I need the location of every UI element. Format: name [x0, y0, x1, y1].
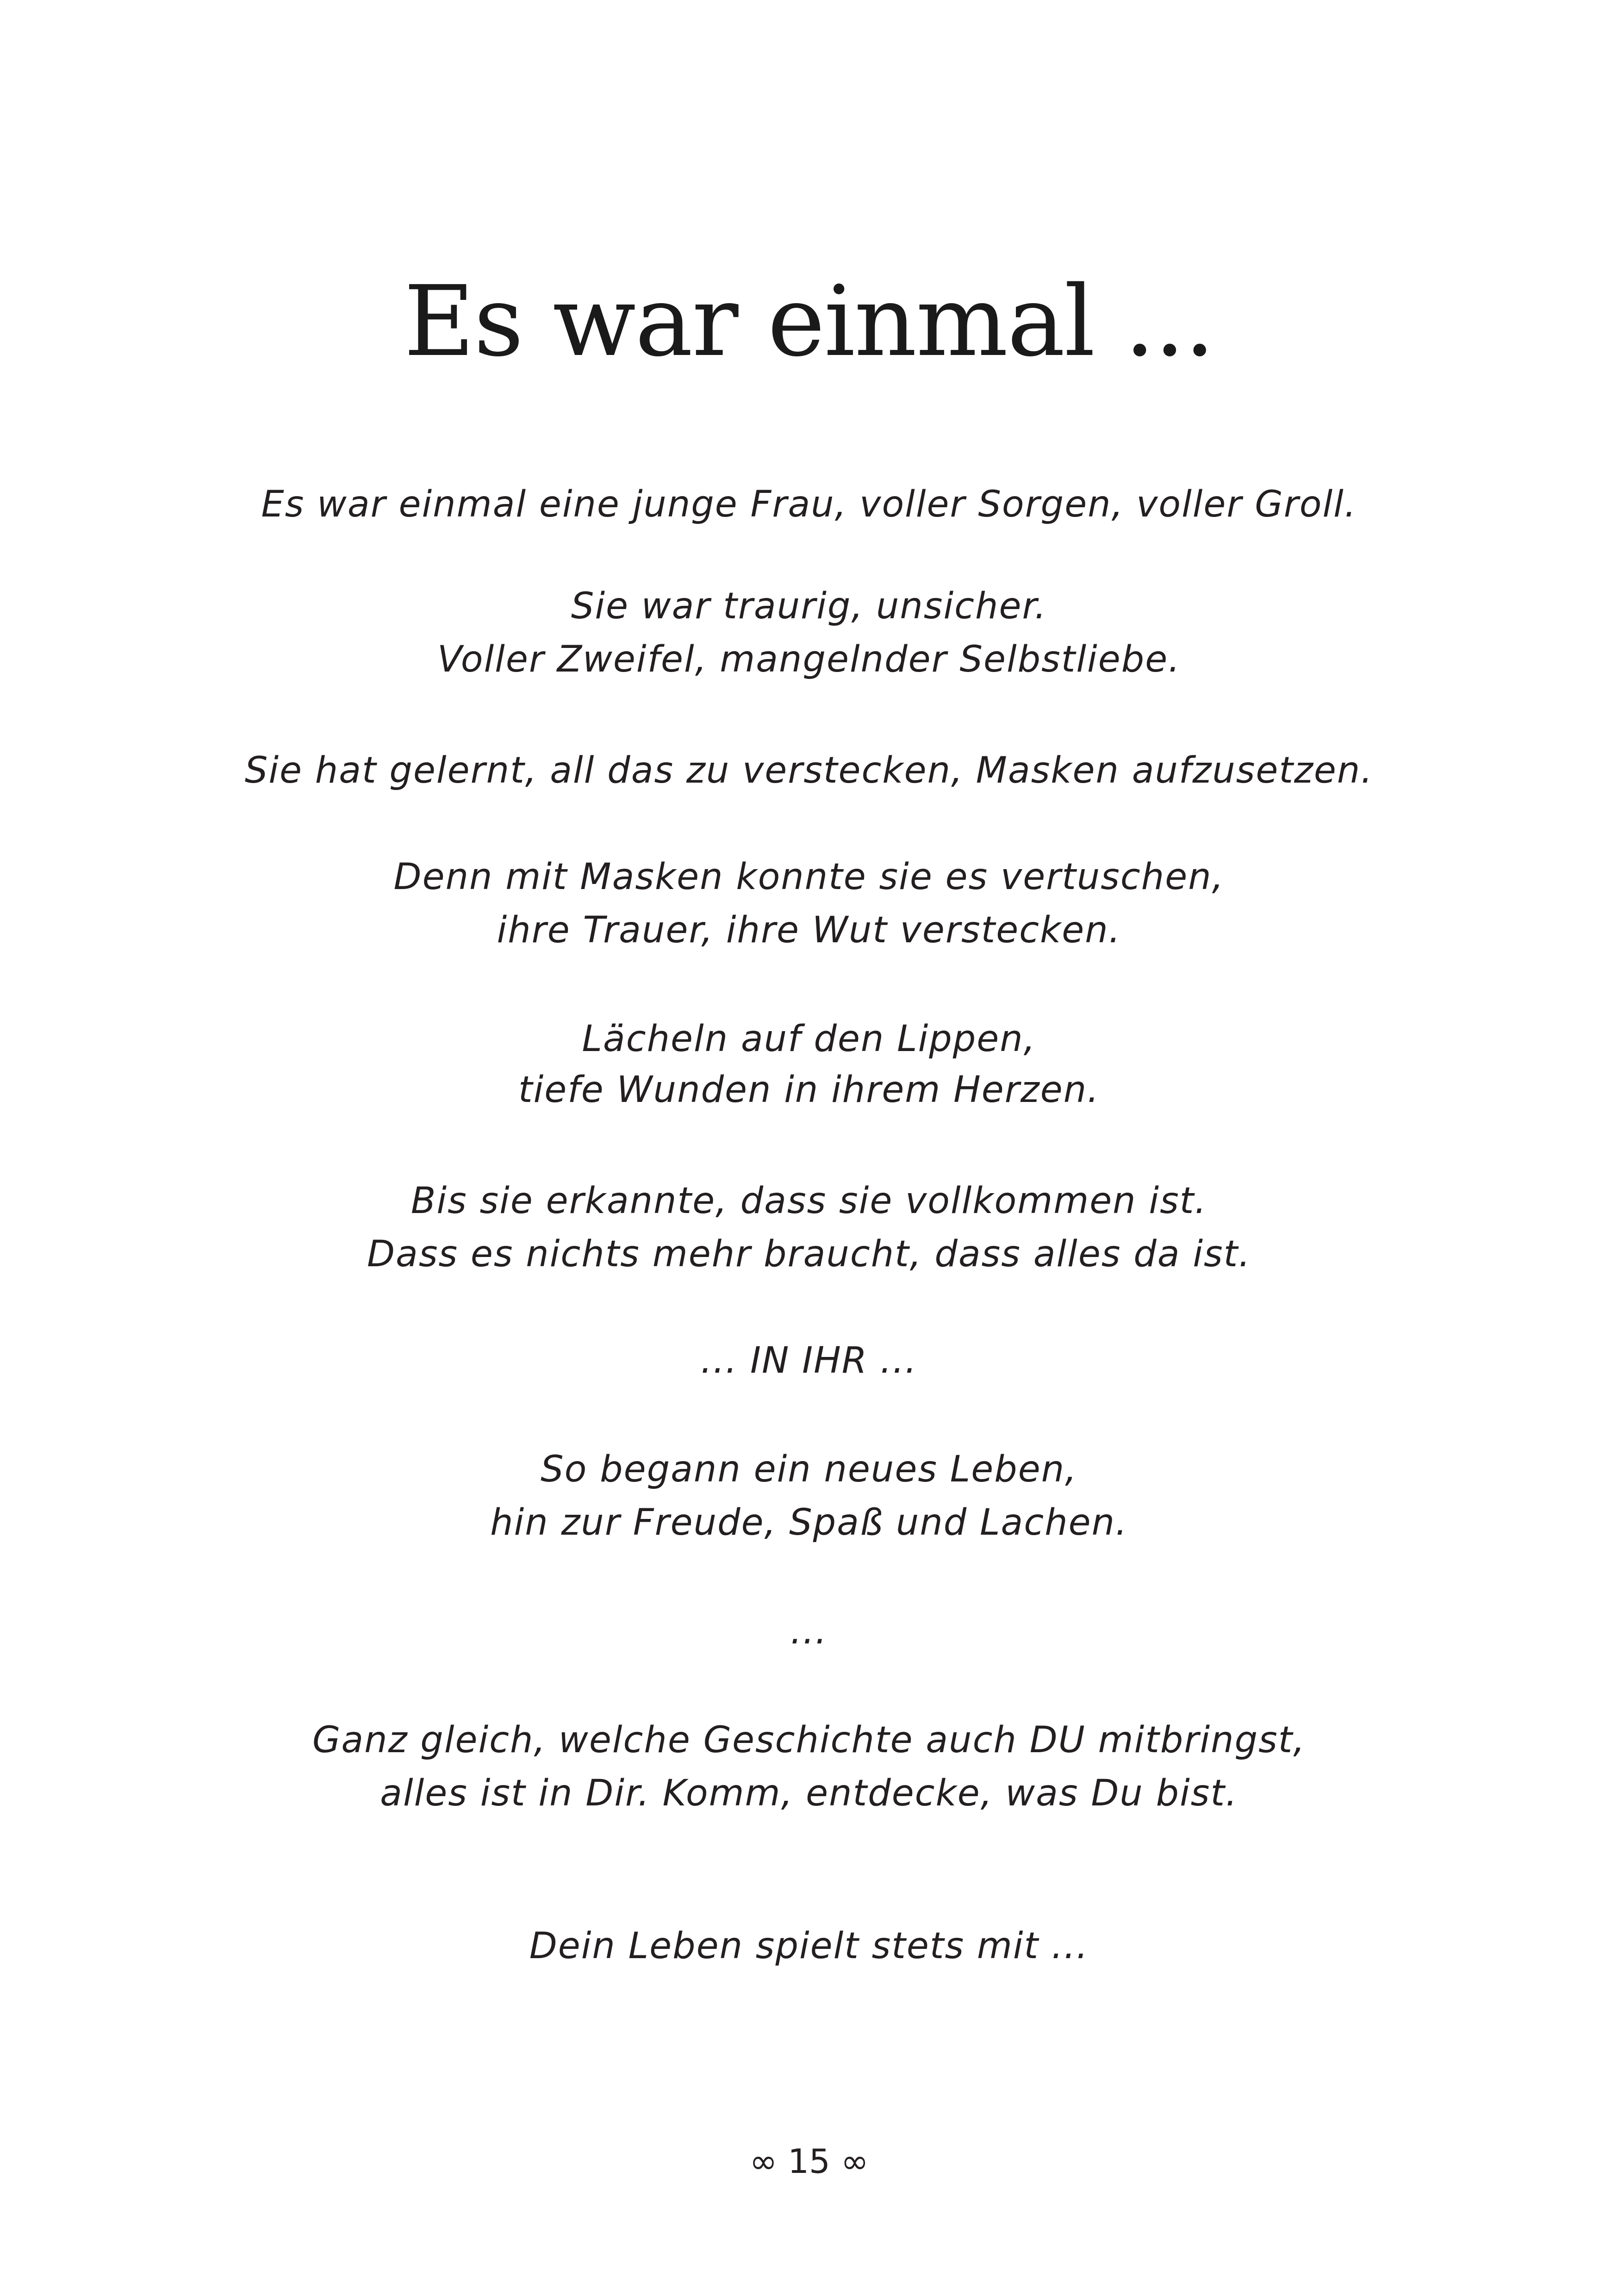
poem-line: Dein Leben spielt stets mit ...	[529, 1925, 1089, 1967]
poem-line: ... IN IHR ...	[700, 1340, 918, 1381]
page-number: ∞ 15 ∞	[749, 2142, 869, 2181]
poem-line: Es war einmal eine junge Frau, voller Sorgen, voller Groll.	[261, 484, 1357, 525]
poem-line: ihre Trauer, ihre Wut verstecken.	[497, 909, 1121, 951]
poem-line: So begann ein neues Leben,	[541, 1449, 1077, 1490]
poem-line: hin zur Freude, Spaß und Lachen.	[490, 1502, 1128, 1543]
poem-line: Sie war traurig, unsicher.	[571, 585, 1047, 627]
poem-line: Lächeln auf den Lippen,	[582, 1018, 1036, 1060]
poem-line: tiefe Wunden in ihrem Herzen.	[518, 1069, 1100, 1111]
poem-line: Bis sie erkannte, dass sie vollkommen ist.	[411, 1180, 1207, 1222]
poem-line: alles ist in Dir. Komm, entdecke, was Du bist.	[380, 1773, 1238, 1814]
page-title: Es war einmal ...	[404, 265, 1214, 378]
poem-line: Dass es nichts mehr braucht, dass alles da ist.	[367, 1233, 1251, 1275]
poem-line: Ganz gleich, welche Geschichte auch DU mitbringst,	[312, 1719, 1306, 1761]
poem-line: Sie hat gelernt, all das zu verstecken, Masken aufzusetzen.	[244, 750, 1374, 791]
poem-line: Denn mit Masken konnte sie es vertuschen,	[393, 856, 1225, 898]
poem-line: ...	[790, 1611, 828, 1652]
poem-line: Voller Zweifel, mangelnder Selbstliebe.	[437, 639, 1181, 680]
